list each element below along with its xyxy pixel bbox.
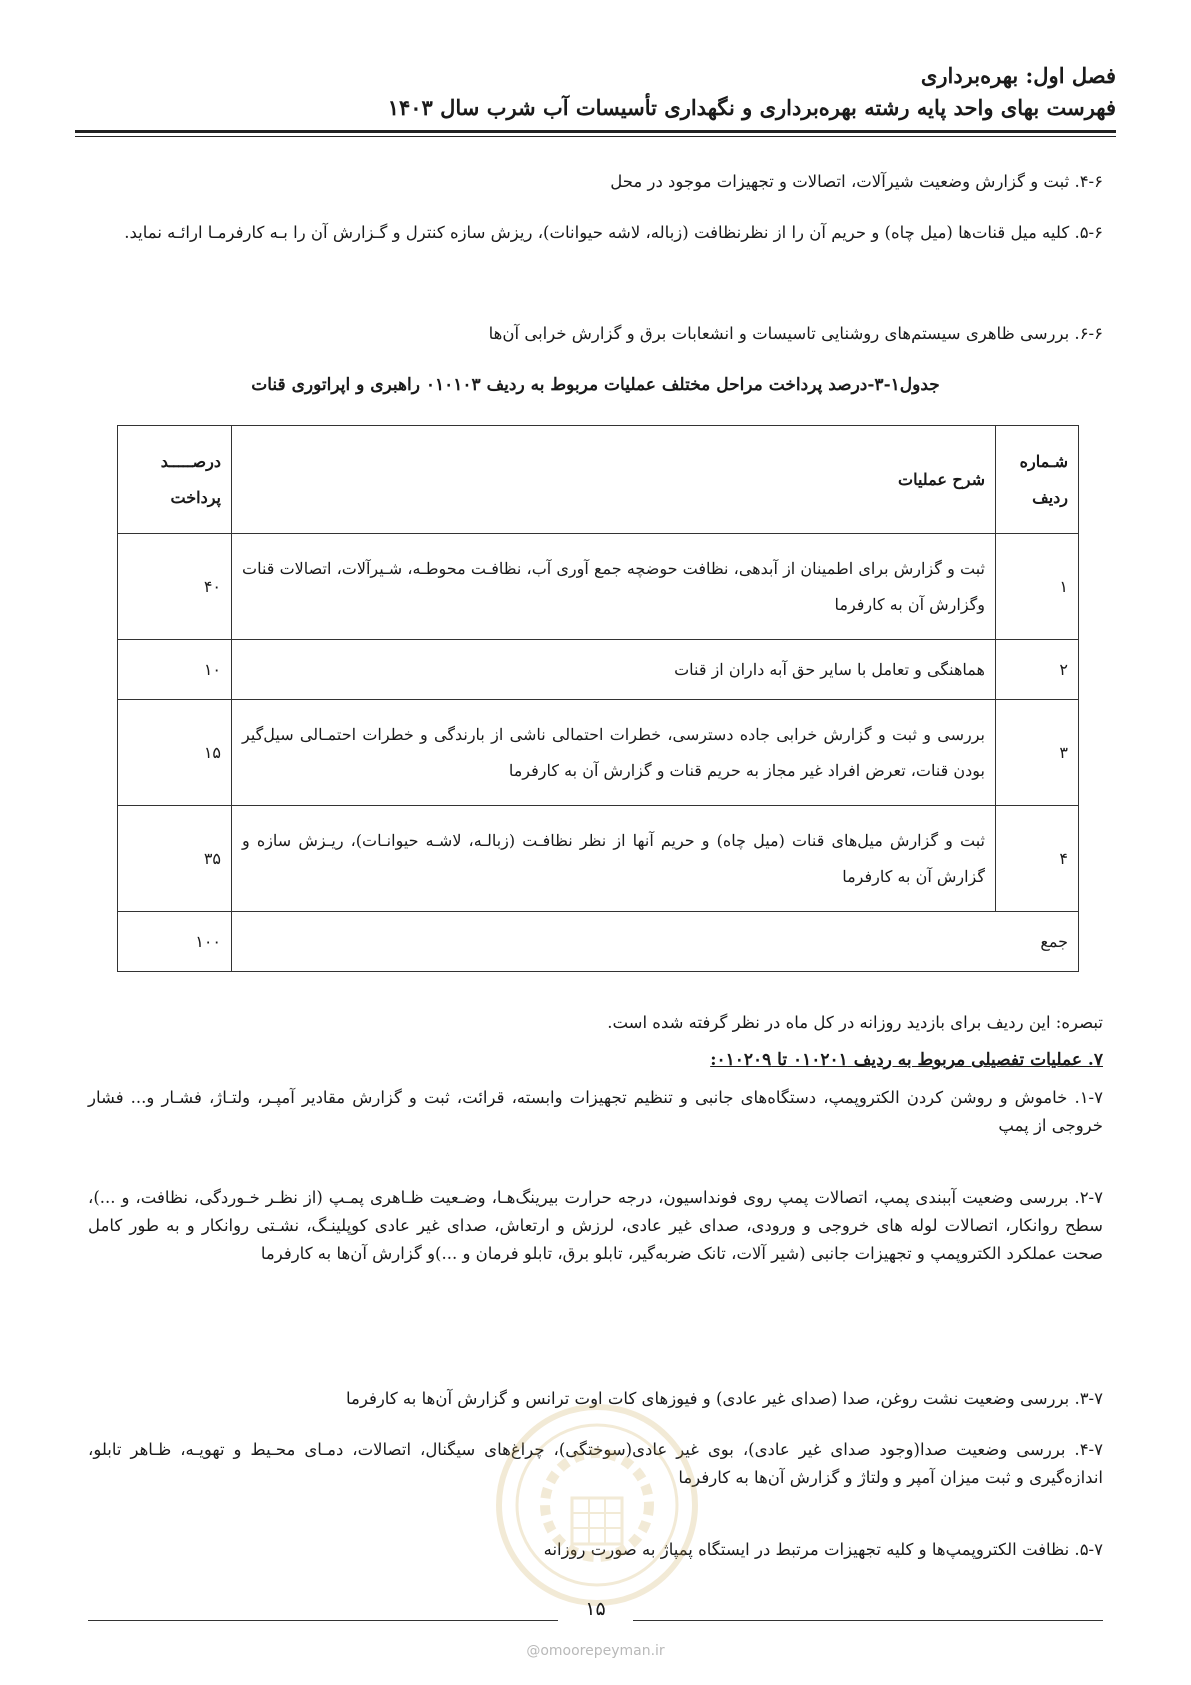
header-description: شرح عملیات [232, 426, 996, 534]
header-rule-thin [75, 136, 1116, 137]
header-payment-percent: درصـــــد پرداخت [118, 426, 232, 534]
page-header [75, 60, 1116, 124]
row-percent: ۱۵ [118, 700, 232, 806]
table-row [118, 534, 1079, 640]
section-7-title-part1: ۷. عملیات تفصیلی مربوط به ردیف ۰۱۰۲۰۱ [787, 1050, 1103, 1070]
row-number: ۳ [996, 700, 1079, 806]
paragraph-6-6: ۶-۶. بررسی ظاهری سیستم‌های روشنایی تاسیسات و انشعابات برق و گزارش خرابی آن‌ها [488, 324, 1103, 343]
row-percent: ۳۵ [118, 806, 232, 912]
total-percent: ۱۰۰ [118, 912, 232, 972]
row-description: ثبت و گزارش میل‌های قنات (میل چاه) و حریم آنها از نظر نظافـت (زبالـه، لاشـه حیوانـات)، ریـزش سازه و گزارش آن به کارفرما [232, 806, 996, 912]
table-row [118, 806, 1079, 912]
row-description: بررسی و ثبت و گزارش خرابی جاده دسترسی، خطرات احتمالی ناشی از بارندگی و خطرات احتمـالی سیل‌گیر بودن قنات، تعرض افراد غیر مجاز به حریم قنات و گزارش آن به کارفرما [232, 700, 996, 806]
row-number: ۴ [996, 806, 1079, 912]
page-number: ۱۵ [585, 1598, 606, 1620]
paragraph-6-4: ۴-۶. ثبت و گزارش وضعیت شیرآلات، اتصالات و تجهیزات موجود در محل [610, 172, 1103, 191]
paragraph-6-5: ۵-۶. کلیه میل قنات‌ها (میل چاه) و حریم آن را از نظرنظافت (زباله، لاشه حیوانات)، ریزش سازه کنترل و گـزارش آن را بـه کارفرمـا ارائـه نماید. [124, 223, 1103, 242]
row-number: ۲ [996, 640, 1079, 700]
footer-rule-right [633, 1620, 1103, 1621]
table-total-row [118, 912, 1079, 972]
row-description: ثبت و گزارش برای اطمینان از آبدهی، نظافت حوضچه جمع آوری آب، نظافـت محوطـه، شـیرآلات، اتصالات قنات وگزارش آن به کارفرما [232, 534, 996, 640]
section-7-heading [88, 1050, 1103, 1070]
table-row [118, 640, 1079, 700]
website-watermark: @omoorepeyman.ir [526, 1643, 665, 1659]
total-label: جمع [232, 912, 1079, 972]
table-header-row [118, 426, 1079, 534]
section-7-title-part2: تا ۰۱۰۲۰۹: [710, 1050, 788, 1070]
row-percent: ۱۰ [118, 640, 232, 700]
row-description: هماهنگی و تعامل با سایر حق آبه داران از قنات [232, 640, 996, 700]
header-rule-thick [75, 130, 1116, 133]
chapter-title: فصل اول: بهره‌برداری [920, 63, 1116, 88]
paragraph-7-5: ۵-۷. نظافت الکتروپمپ‌ها و کلیه تجهیزات مرتبط در ایستگاه پمپاژ به صورت روزانه [543, 1540, 1103, 1559]
paragraph-7-2: ۲-۷. بررسی وضعیت آببندی پمپ، اتصالات پمپ روی فونداسیون، درجه حرارت بیرینگ‌هـا، وضـعیت ظـاهری پمـپ (از نظـر خـوردگی، نظافت، و ...)، سطح روانکار، اتصالات لوله های خروجی و ورودی، صدای غیر عادی، لرزش و ارتعاش، صدای غیر عادی کوپلینـگ، نشـتی روانکار و به طور کامل صحت عملکرد الکتروپمپ و تجهیزات جانبی (شیر آلات، تانک ضربه‌گیر، تابلو برق، تابلو فرمان و ...)و گزارش آن‌ها به کارفرما [88, 1188, 1103, 1263]
paragraph-7-3: ۳-۷. بررسی وضعیت نشت روغن، صدا (صدای غیر عادی) و فیوزهای کات اوت ترانس و گزارش آن‌ها به کارفرما [345, 1389, 1103, 1408]
row-number: ۱ [996, 534, 1079, 640]
paragraph-7-1: ۱-۷. خاموش و روشن کردن الکتروپمپ، دستگاه‌های جانبی و تنظیم تجهیزات وابسته، قرائت، ثبت و گزارش مقادیر آمپـر، ولتـاژ، فشـار و... فشار خروجی از پمپ [88, 1088, 1103, 1135]
row-percent: ۴۰ [118, 534, 232, 640]
header-row-number: شـماره ردیف [996, 426, 1079, 534]
footer-rule-left [88, 1620, 558, 1621]
table-caption: جدول۱-۳-درصد پرداخت مراحل مختلف عملیات مربوط به ردیف ۰۱۰۱۰۳ راهبری و اپراتوری قنات [251, 375, 940, 395]
paragraph-7-4: ۴-۷. بررسی وضعیت صدا(وجود صدای غیر عادی)، بوی غیر عادی(سوختگی)، چراغ‌های سیگنال، اتصالات، دمـای محـیط و تهویـه، ظـاهر تابلو، اندازه‌گیری و ثبت میزان آمپر و ولتاژ و گزارش آن‌ها به کارفرما [88, 1440, 1103, 1487]
operations-table [117, 425, 1079, 972]
note: تبصره: این ردیف برای بازدید روزانه در کل ماه در نظر گرفته شده است. [607, 1013, 1103, 1032]
watermark-seal-logo [492, 1400, 702, 1610]
table-row [118, 700, 1079, 806]
document-title: فهرست بهای واحد پایه رشته بهره‌برداری و نگهداری تأسیسات آب شرب سال ۱۴۰۳ [387, 95, 1116, 120]
